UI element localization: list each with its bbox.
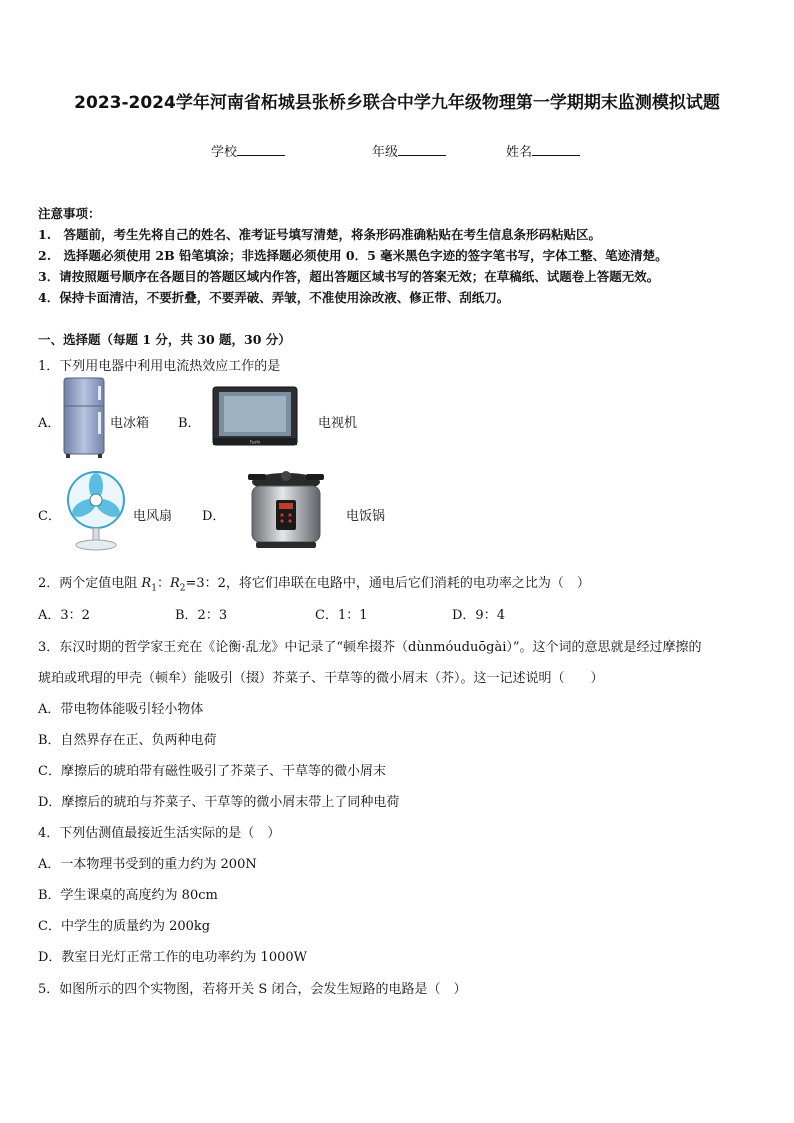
tv-brand: Fuzhi [249,439,261,445]
q4-option-c: C．中学生的质量约为 200kg [38,919,211,934]
q2-stem-pre: 2．两个定值电阻 [38,576,142,591]
q1-option-d-label: 电饭锅 [346,509,386,524]
school-field [211,141,285,160]
q2-r2-sub: 2 [179,583,186,594]
q3-option-a: A．带电物体能吸引轻小物体 [38,702,204,717]
q1-stem: 1．下列用电器中利用电流热效应工作的是 [38,359,281,374]
q2-option-c: C．1：1 [315,608,368,623]
school-blank [237,143,285,156]
q1-option-b-letter: B． [178,416,201,431]
name-blank [532,143,580,156]
q2-option-a: A．3：2 [38,608,90,623]
q4-stem: 4．下列估测值最接近生活实际的是（ ） [38,826,281,841]
electric-fan-icon [64,470,128,552]
q3-stem-line-1: 3．东汉时期的哲学家王充在《论衡·乱龙》中记录了“顿牟掇芥（dùnmóuduōgài）”。这个词的意思就是经过摩擦的 [38,640,702,655]
school-label: 学校 [211,145,238,160]
q2-stem [38,572,590,594]
q2-r1-sub: 1 [151,583,157,594]
q2-option-d: D．9：4 [452,608,505,623]
q2-colon: ： [156,576,170,591]
q5-stem: 5．如图所示的四个实物图，若将开关 S 闭合，会发生短路的电路是（ ） [38,982,467,997]
notice-item-3: 3．请按照题号顺序在各题目的答题区域内作答，超出答题区域书写的答案无效；在草稿纸、试题卷上答题无效。 [38,269,660,284]
q3-option-b: B．自然界存在正、负两种电荷 [38,733,217,748]
q1-option-c-label: 电风扇 [133,509,173,524]
q2-stem-post: =3：2，将它们串联在电路中，通电后它们消耗的电功率之比为（ ） [185,576,590,591]
q2-option-b: B．2：3 [175,608,228,623]
q3-option-d: D．摩擦后的琥珀与芥菜子、干草等的微小屑末带上了同种电荷 [38,795,400,810]
notice-item-4: 4．保持卡面清洁，不要折叠，不要弄破、弄皱，不准使用涂改液、修正带、刮纸刀。 [38,290,510,305]
grade-label: 年级 [372,145,399,160]
grade-field [372,141,446,160]
q2-r1: R [141,576,152,591]
q4-option-b: B．学生课桌的高度约为 80cm [38,888,218,903]
q4-option-d: D．教室日光灯正常工作的电功率约为 1000W [38,950,308,965]
q1-option-d-letter: D． [202,509,226,524]
notice-item-2: 2. 选择题必须使用 2B 铅笔填涂；非选择题必须使用 0．5 毫米黑色字迹的签字笔书写，字体工整、笔迹清楚。 [38,248,668,263]
q3-option-c: C．摩擦后的琥珀带有磁性吸引了芥菜子、干草等的微小屑末 [38,764,386,779]
tv-icon [212,386,298,448]
name-field [506,141,580,160]
q1-option-b-label: 电视机 [318,416,358,431]
q2-r2: R [169,576,180,591]
notice-item-1: 1. 答题前，考生先将自己的姓名、准考证号填写清楚，将条形码准确粘贴在考生信息条形码粘贴区。 [38,227,602,242]
refrigerator-icon [60,376,110,460]
q4-option-a: A．一本物理书受到的重力约为 200N [38,857,257,872]
q1-option-a-letter: A． [38,416,61,431]
notice-heading: 注意事项： [38,206,101,221]
q1-option-a-label: 电冰箱 [110,416,150,431]
name-label: 姓名 [506,145,533,160]
q1-option-c-letter: C． [38,509,61,524]
rice-cooker-icon [238,468,334,552]
grade-blank [398,143,446,156]
q3-stem-line-2: 琥珀或玳瑁的甲壳（顿牟）能吸引（掇）芥菜子、干草等的微小屑末（芥）。这一记述说明（ ） [38,671,604,686]
page-title: 2023-2024学年河南省柘城县张桥乡联合中学九年级物理第一学期期末监测模拟试题 [74,93,720,113]
section-heading: 一、选择题（每题 1 分，共 30 题，30 分） [38,332,291,347]
